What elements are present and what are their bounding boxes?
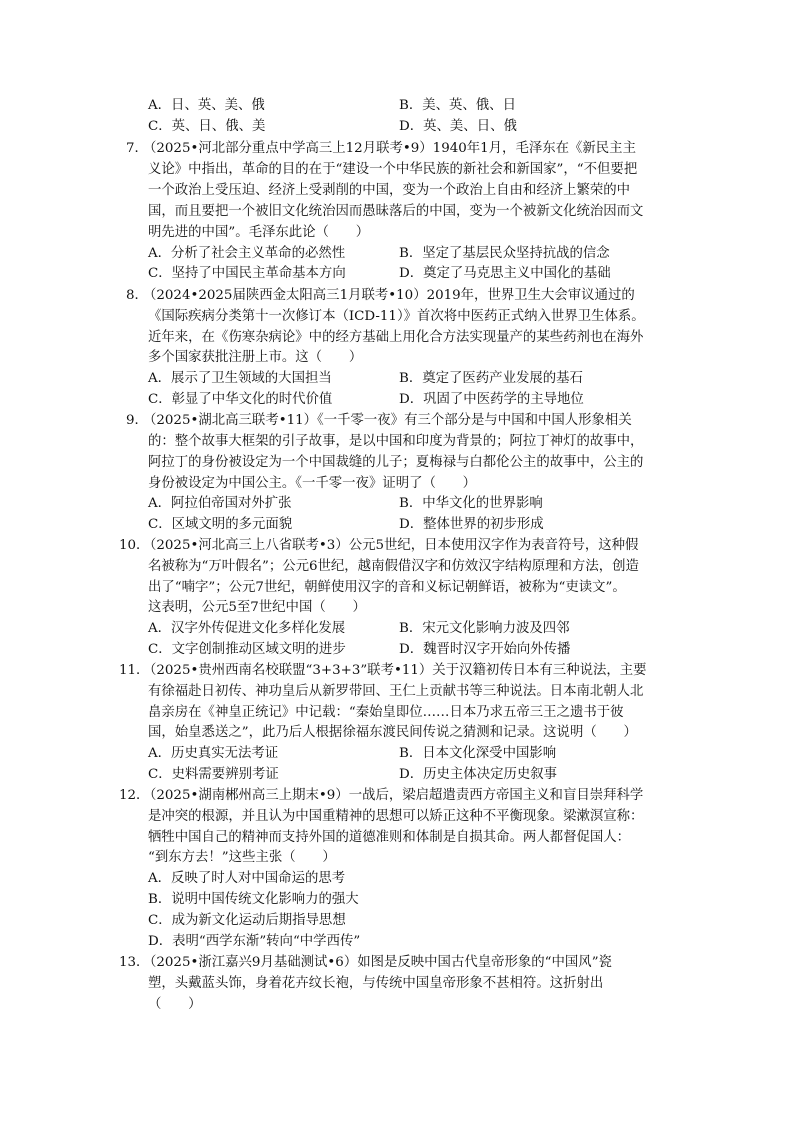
option-b: B．中华文化的世界影响 bbox=[399, 496, 543, 511]
question-text-line: 国，而且要把一个被旧文化统治因而愚昧落后的中国，变为一个被新文化统治因而文 bbox=[148, 204, 644, 219]
question-text-line: “到东方去！”这些主张（ ） bbox=[148, 850, 336, 865]
option-c: C．文字创制推动区域文明的进步 bbox=[148, 642, 346, 657]
question-text-line: （2025•浙江嘉兴9月基础测试•6）如图是反映中国古代皇帝形象的“中国风”瓷 bbox=[143, 955, 612, 970]
question-number: 7． bbox=[126, 141, 148, 156]
question-number: 9． bbox=[126, 413, 148, 428]
option-c: C．英、日、俄、美 bbox=[148, 119, 266, 134]
question-text-line: 名被称为“万叶假名”；公元6世纪，越南假借汉字和仿效汉字结构原理和方法，创造 bbox=[148, 559, 639, 574]
question-text-line: 义论》中指出，革命的目的在于“建设一个中华民族的新社会和新国家”，“不但要把 bbox=[148, 162, 638, 177]
question-text-line: （2025•湖北高三联考•11）《一千零一夜》有三个部分是与中国和中国人形象相关 bbox=[143, 413, 632, 428]
option-c: C．区域文明的多元面貌 bbox=[148, 517, 293, 532]
question-text-line: 这表明，公元5至7世纪中国（ ） bbox=[148, 600, 366, 615]
option-a: A．日、英、美、俄 bbox=[148, 98, 265, 113]
option-b: B．坚定了基层民众坚持抗战的信念 bbox=[399, 246, 610, 261]
option-a: A．汉字外传促进文化多样化发展 bbox=[148, 621, 346, 636]
question-text-line: （2025•河北高三上八省联考•3）公元5世纪，日本使用汉字作为表音符号，这种假 bbox=[143, 538, 639, 553]
question-text-line: 国，始皇悉送之”，此乃后人根据徐福东渡民间传说之猜测和记录。这说明（ ） bbox=[148, 725, 637, 740]
question-text-line: 的：整个故事大框架的引子故事，是以中国和印度为背景的；阿拉丁神灯的故事中， bbox=[148, 434, 644, 449]
option-d: D．历史主体决定历史叙事 bbox=[399, 767, 558, 782]
question-text-line: （2025•湖南郴州高三上期末•9）一战后，梁启超遣责西方帝国主义和盲目崇拜科学 bbox=[143, 788, 644, 803]
option-d: D．奠定了马克思主义中国化的基础 bbox=[399, 266, 611, 281]
option-a: A．分析了社会主义革命的必然性 bbox=[148, 246, 346, 261]
option-b: B．说明中国传统文化影响力的强大 bbox=[148, 892, 359, 907]
option-b: B．美、英、俄、日 bbox=[399, 98, 516, 113]
option-b: B．日本文化深受中国影响 bbox=[399, 746, 557, 761]
question-text-line: 是冲突的根源，并且认为中国重精神的思想可以矫正这种不平衡现象。梁漱溟宣称： bbox=[148, 809, 644, 824]
question-text-line: 阿拉丁的身份被设定为一个中国裁缝的儿子；夏梅禄与白都伦公主的故事中，公主的 bbox=[148, 455, 644, 470]
question-text-line: 身份被设定为中国公主。《一千零一夜》证明了（ ） bbox=[148, 476, 477, 491]
option-d: D．巩固了中医药学的主导地位 bbox=[399, 392, 584, 407]
option-a: A．反映了时人对中国命运的思考 bbox=[148, 871, 346, 886]
option-d: D．整体世界的初步形成 bbox=[399, 517, 544, 532]
option-a: A．历史真实无法考证 bbox=[148, 746, 279, 761]
question-text-line: 《国际疾病分类第十一次修订本（ICD-11）》首次将中医药正式纳入世界卫生体系。 bbox=[148, 309, 645, 324]
option-b: B．奠定了医药产业发展的基石 bbox=[399, 371, 583, 386]
question-text-line: 牺牲中国自己的精神而支持外国的道德准则和体制是自损其命。两人都督促国人： bbox=[148, 830, 631, 845]
question-number: 10． bbox=[119, 538, 150, 553]
option-b: B．宋元文化影响力波及四邻 bbox=[399, 621, 570, 636]
question-text-line: 多个国家获批注册上市。这（ ） bbox=[148, 350, 363, 365]
option-d: D．英、美、日、俄 bbox=[399, 119, 517, 134]
question-text-line: 出了“喃字”；公元7世纪，朝鲜使用汉字的音和义标记朝鲜语，被称为“吏读文”。 bbox=[148, 580, 626, 595]
option-d: D．表明“西学东渐”转向“中学西传” bbox=[148, 934, 361, 949]
question-number: 13． bbox=[119, 955, 150, 970]
question-text-line: 近年来，在《伤寒杂病论》中的经方基础上用化合方法实现量产的某些药剂也在海外 bbox=[148, 330, 644, 345]
question-text-line: 明先进的中国”。毛泽东此论（ ） bbox=[148, 225, 370, 240]
option-c: C．坚持了中国民主革命基本方向 bbox=[148, 266, 346, 281]
question-text-line: 一个政治上受压迫、经济上受剥削的中国，变为一个政治上自由和经济上繁荣的中 bbox=[148, 183, 631, 198]
question-number: 8． bbox=[126, 288, 148, 303]
question-text-line: （2025•贵州西南名校联盟“3+3+3”联考•11）关于汉籍初传日本有三种说法，主要 bbox=[143, 663, 647, 678]
option-a: A．展示了卫生领域的大国担当 bbox=[148, 371, 332, 386]
option-a: A．阿拉伯帝国对外扩张 bbox=[148, 496, 292, 511]
question-number: 11． bbox=[119, 663, 150, 678]
question-text-line: （2025•河北部分重点中学高三上12月联考•9）1940年1月，毛泽东在《新民主主 bbox=[143, 141, 636, 156]
option-c: C．彰显了中华文化的时代价值 bbox=[148, 392, 333, 407]
question-text-line: 有徐福赴日初传、神功皇后从新罗带回、王仁上贡献书等三种说法。日本南北朝人北 bbox=[148, 684, 644, 699]
question-text-line: （ ） bbox=[148, 997, 202, 1012]
option-d: D．魏晋时汉字开始向外传播 bbox=[399, 642, 571, 657]
question-text-line: （2024•2025届陕西金太阳高三1月联考•10）2019年，世界卫生大会审议通过的 bbox=[143, 288, 635, 303]
question-text-line: 塑，头戴蓝头饰，身着花卉纹长袍，与传统中国皇帝形象不甚相符。这折射出 bbox=[148, 976, 604, 991]
question-text-line: 畠亲房在《神皇正统记》中记载：“秦始皇即位……日本乃求五帝三王之遗书于彼 bbox=[148, 705, 624, 720]
option-c: C．史料需要辨别考证 bbox=[148, 767, 279, 782]
option-c: C．成为新文化运动后期指导思想 bbox=[148, 913, 346, 928]
question-number: 12． bbox=[119, 788, 150, 803]
